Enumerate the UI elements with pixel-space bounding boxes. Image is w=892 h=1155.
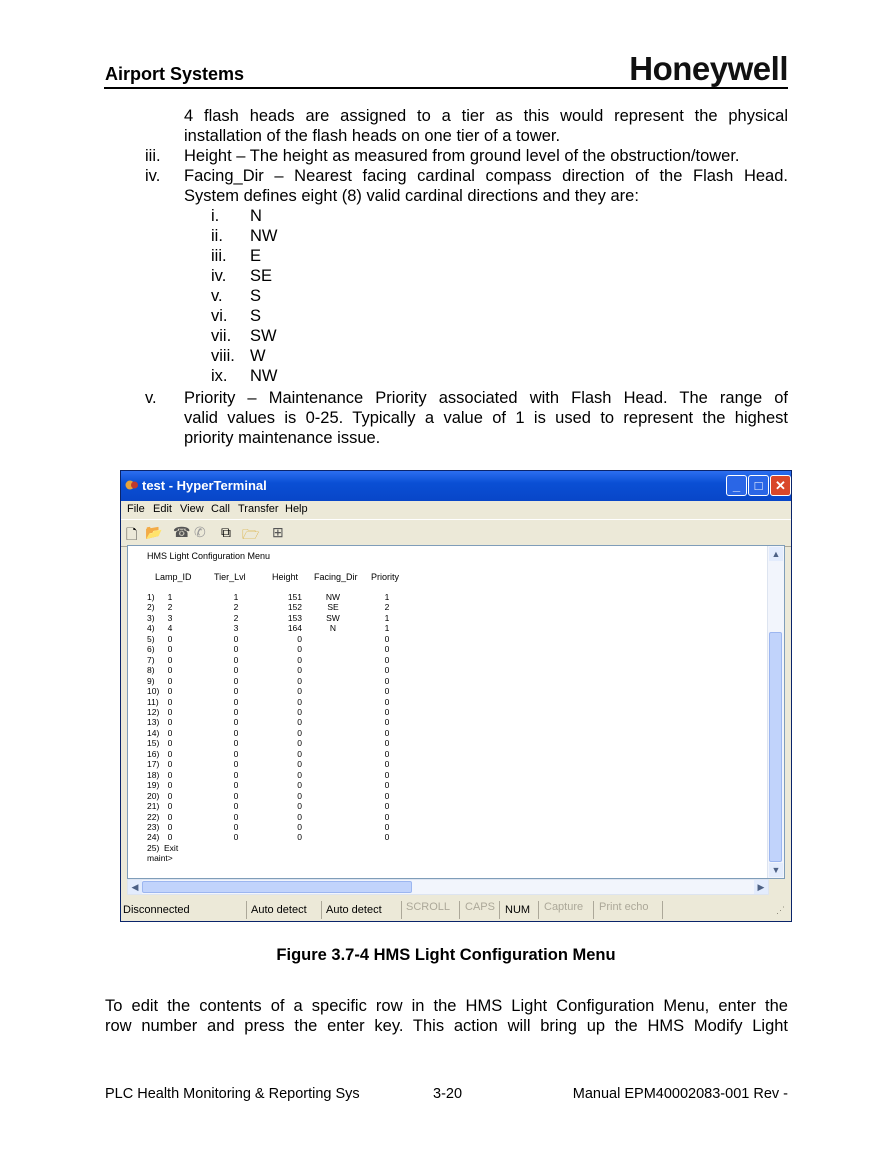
item-v-line-1: Priority – Maintenance Priority associated with Flash Head. The range of bbox=[184, 389, 788, 407]
status-divider bbox=[321, 901, 322, 919]
status-print-echo: Print echo bbox=[599, 901, 649, 913]
header-lamp-id: Lamp_ID bbox=[155, 572, 192, 582]
properties-icon[interactable]: ⊞ bbox=[272, 524, 284, 540]
direction-num: ix. bbox=[211, 367, 228, 385]
item-iii-number: iii. bbox=[145, 147, 161, 165]
window-title: test - HyperTerminal bbox=[142, 478, 267, 493]
scroll-down-arrow-icon[interactable]: ▼ bbox=[769, 863, 783, 877]
direction-value: W bbox=[250, 347, 266, 365]
hyperterminal-window bbox=[120, 470, 792, 922]
menu-bar bbox=[121, 501, 791, 519]
header-tier-lvl: Tier_Lvl bbox=[214, 572, 246, 582]
resize-grip-icon[interactable]: ⋰ bbox=[776, 905, 785, 915]
tier-lvl-column: 1 2 2 3 0 0 0 0 0 0 0 0 0 0 0 0 0 0 0 0 0 0 0 0 bbox=[233, 592, 239, 843]
header-rule bbox=[104, 87, 788, 89]
honeywell-logo: Honeywell bbox=[629, 50, 788, 87]
new-file-icon[interactable]: 🗋 bbox=[126, 526, 138, 542]
para-line-1: To edit the contents of a specific row in the HMS Light Configuration Menu, enter the bbox=[105, 997, 788, 1015]
terminal-area[interactable] bbox=[127, 545, 785, 879]
item-v-line-2: valid values is 0-25. Typically a value of 1 is used to represent the highest bbox=[184, 409, 788, 427]
vertical-scroll-thumb[interactable] bbox=[769, 632, 782, 862]
item-iv-line-1: Facing_Dir – Nearest facing cardinal compass direction of the Flash Head. bbox=[184, 167, 788, 185]
status-detect-1: Auto detect bbox=[251, 904, 307, 916]
status-divider bbox=[401, 901, 402, 919]
direction-value: SE bbox=[250, 267, 273, 285]
terminal-menu-title: HMS Light Configuration Menu bbox=[147, 551, 271, 561]
header-facing-dir: Facing_Dir bbox=[314, 572, 358, 582]
minimize-button[interactable]: _ bbox=[726, 475, 747, 496]
header-height: Height bbox=[272, 572, 299, 582]
direction-num: i. bbox=[211, 207, 220, 225]
status-divider bbox=[246, 901, 247, 919]
item-iv-number: iv. bbox=[145, 167, 161, 185]
status-num: NUM bbox=[505, 904, 531, 916]
close-button[interactable]: ✕ bbox=[770, 475, 791, 496]
horizontal-scroll-thumb[interactable] bbox=[142, 881, 412, 893]
footer-title: PLC Health Monitoring & Reporting Sys bbox=[105, 1086, 360, 1102]
direction-num: ii. bbox=[211, 227, 223, 245]
priority-column: 1 2 1 1 0 0 0 0 0 0 0 0 0 0 0 0 0 0 0 0 0 0 0 0 bbox=[384, 592, 390, 843]
intro-line-2: installation of the flash heads on one tier of a tower. bbox=[184, 127, 561, 145]
item-v-number: v. bbox=[145, 389, 157, 407]
direction-num: iv. bbox=[211, 267, 227, 285]
para-line-2: row number and press the enter key. This action will bring up the HMS Modify Light bbox=[105, 1017, 788, 1035]
lamp-id-column: 1 2 3 4 0 0 0 0 0 0 0 0 0 0 0 0 0 0 0 0 0 0 0 0 bbox=[167, 592, 173, 843]
direction-value: NW bbox=[250, 367, 278, 385]
direction-value: NW bbox=[250, 227, 278, 245]
scroll-left-arrow-icon[interactable]: ◀ bbox=[128, 880, 142, 894]
direction-num: v. bbox=[211, 287, 223, 305]
item-iv-line-2: System defines eight (8) valid cardinal directions and they are: bbox=[184, 187, 639, 205]
menu-transfer[interactable]: Transfer bbox=[238, 503, 279, 515]
maximize-button[interactable]: □ bbox=[748, 475, 769, 496]
disconnect-icon[interactable]: ✆ bbox=[194, 524, 206, 540]
item-iii-text: Height – The height as measured from ground level of the obstruction/tower. bbox=[184, 147, 740, 165]
row-index-column: 1) 2) 3) 4) 5) 6) 7) 8) 9) 10) 11) 12) 13) 14) 15) 16) 17) 18) 19) 20) 21) 22) 23) 24) 25) Exit maint> bbox=[147, 592, 179, 864]
status-divider bbox=[593, 901, 594, 919]
direction-num: iii. bbox=[211, 247, 227, 265]
status-capture: Capture bbox=[544, 901, 584, 913]
menu-file[interactable]: File bbox=[127, 503, 145, 515]
menu-call[interactable]: Call bbox=[211, 503, 230, 515]
direction-num: vii. bbox=[211, 327, 232, 345]
intro-line-1: 4 flash heads are assigned to a tier as this would represent the physical bbox=[184, 107, 788, 125]
status-divider bbox=[499, 901, 500, 919]
menu-view[interactable]: View bbox=[180, 503, 204, 515]
footer-manual-id: Manual EPM40002083-001 Rev - bbox=[572, 1086, 788, 1102]
footer-page-number: 3-20 bbox=[433, 1086, 463, 1102]
facing-dir-column: NW SE SW N bbox=[325, 592, 341, 634]
call-icon[interactable]: ☎ bbox=[173, 524, 191, 540]
status-divider bbox=[662, 901, 663, 919]
status-scroll: SCROLL bbox=[406, 901, 451, 913]
receive-file-icon[interactable]: 🗁 bbox=[242, 526, 260, 542]
status-connection: Disconnected bbox=[123, 904, 190, 916]
direction-value: N bbox=[250, 207, 262, 225]
menu-edit[interactable]: Edit bbox=[153, 503, 172, 515]
toolbar bbox=[121, 519, 791, 547]
title-bar[interactable] bbox=[121, 471, 791, 501]
vertical-scrollbar[interactable] bbox=[767, 546, 784, 878]
direction-value: S bbox=[250, 287, 262, 305]
scroll-right-arrow-icon[interactable]: ▶ bbox=[754, 880, 768, 894]
status-divider bbox=[459, 901, 460, 919]
scroll-up-arrow-icon[interactable]: ▲ bbox=[769, 547, 783, 561]
send-file-icon[interactable]: ⧉ bbox=[221, 524, 231, 540]
direction-value: SW bbox=[250, 327, 277, 345]
section-title: Airport Systems bbox=[105, 64, 245, 84]
direction-num: vi. bbox=[211, 307, 228, 325]
item-v-line-3: priority maintenance issue. bbox=[184, 429, 381, 447]
figure-caption: Figure 3.7-4 HMS Light Configuration Menu bbox=[276, 946, 616, 964]
direction-value: E bbox=[250, 247, 262, 265]
hyperterminal-icon bbox=[125, 478, 139, 492]
horizontal-scrollbar[interactable] bbox=[127, 879, 769, 895]
direction-num: viii. bbox=[211, 347, 235, 365]
status-detect-2: Auto detect bbox=[326, 904, 382, 916]
status-divider bbox=[538, 901, 539, 919]
status-bar bbox=[121, 899, 791, 921]
open-folder-icon[interactable]: 📂 bbox=[145, 524, 163, 540]
direction-value: S bbox=[250, 307, 262, 325]
status-caps: CAPS bbox=[465, 901, 495, 913]
menu-help[interactable]: Help bbox=[285, 503, 308, 515]
header-priority: Priority bbox=[371, 572, 400, 582]
height-column: 151 152 153 164 0 0 0 0 0 0 0 0 0 0 0 0 0 0 0 0 0 0 0 0 bbox=[287, 592, 302, 843]
